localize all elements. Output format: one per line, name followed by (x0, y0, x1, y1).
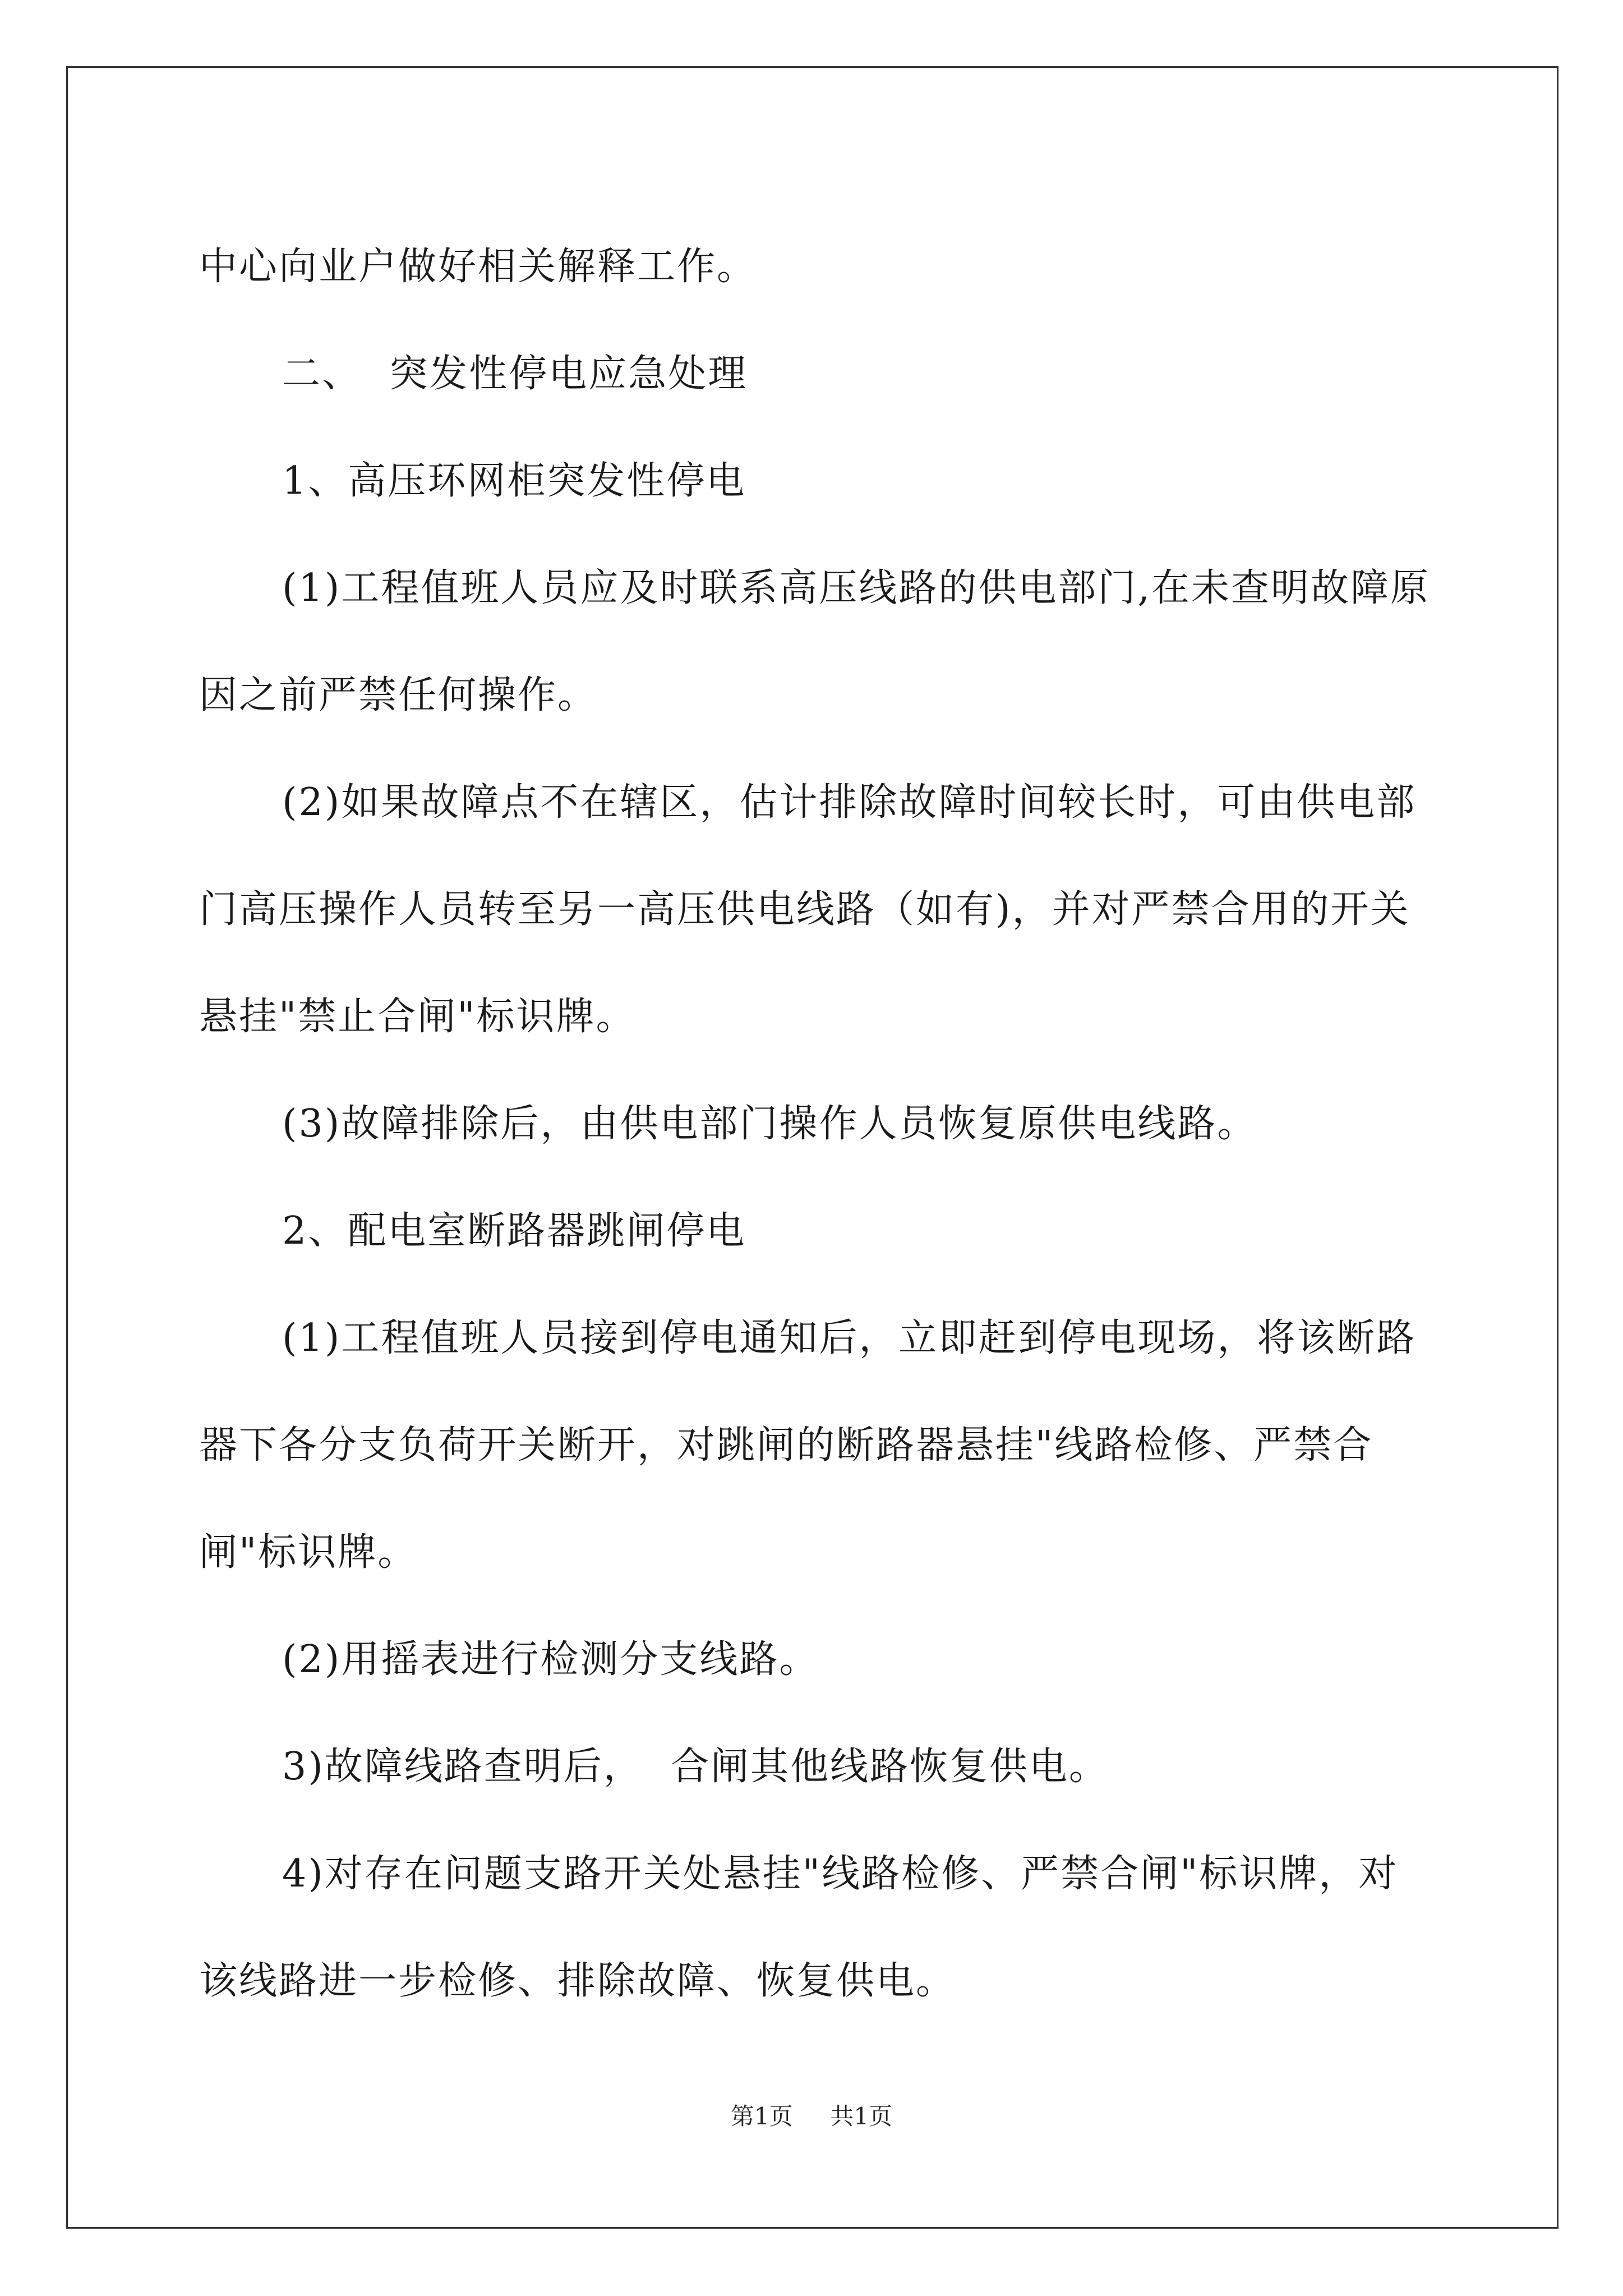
paragraph-intro: 中心向业户做好相关解释工作。 (199, 245, 757, 289)
page-footer (0, 2098, 1623, 2132)
section-heading-2: 二、 突发性停电应急处理 (282, 352, 748, 396)
subsection-heading-2: 2、配电室断路器跳闸停电 (282, 1209, 746, 1253)
paragraph-item: (1)工程值班人员应及时联系高压线路的供电部门,在未查明故障原因之前严禁任何操作。 (199, 566, 1430, 717)
paragraph-item: 3)故障线路查明后， 合闸其他线路恢复供电。 (282, 1745, 1109, 1789)
subsection-heading-1: 1、高压环网柜突发性停电 (282, 459, 746, 503)
document-body (199, 213, 1430, 2035)
paragraph-item: (3)故障排除后，由供电部门操作人员恢复原供电线路。 (282, 1102, 1257, 1146)
page-number: 第1页 (730, 2102, 793, 2130)
paragraph-item: (1)工程值班人员接到停电通知后，立即赶到停电现场，将该断路器下各分支负荷开关断开，对跳闸的断路器悬挂"线路检修、严禁合闸"标识牌。 (199, 1316, 1417, 1575)
paragraph-item: 4)对存在问题支路开关处悬挂"线路检修、严禁合闸"标识牌，对该线路进一步检修、排除故障、恢复供电。 (199, 1852, 1399, 2003)
page-total: 共1页 (830, 2102, 893, 2130)
paragraph-item: (2)用摇表进行检测分支线路。 (282, 1637, 819, 1682)
paragraph-item: (2)如果故障点不在辖区，估计排除故障时间较长时，可由供电部门高压操作人员转至另一高压供电线路（如有)，并对严禁合用的开关悬挂"禁止合闸"标识牌。 (199, 780, 1417, 1039)
